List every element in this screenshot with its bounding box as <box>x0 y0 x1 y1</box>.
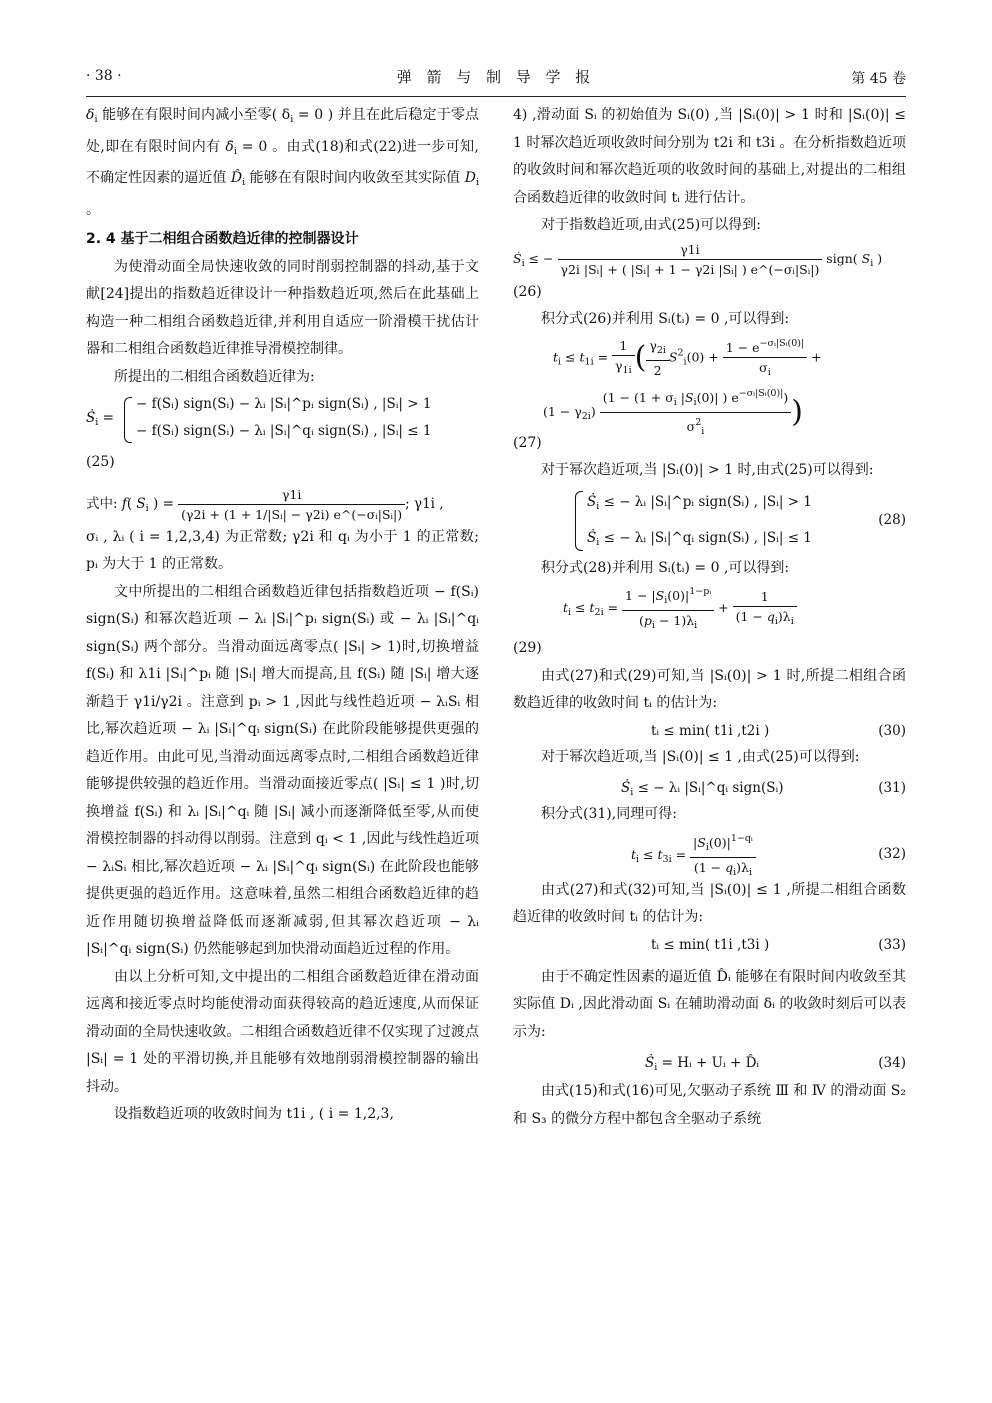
equation-29-number: (29) <box>513 640 542 656</box>
equation-30: tᵢ ≤ min( t1i ,t2i ) (30) <box>651 722 906 739</box>
paragraph-constants: σᵢ , λᵢ ( i = 1,2,3,4) 为正常数; γ2i 和 qᵢ 为小于 1 的正常数; pᵢ 为大于 1 的正常数。 <box>86 528 479 572</box>
paragraph-convergence-time: 设指数趋近项的收敛时间为 t1i , ( i = 1,2,3, <box>114 1106 394 1122</box>
journal-title: 弹 箭 与 制 导 学 报 <box>396 68 596 86</box>
equation-27-number: (27) <box>513 434 542 451</box>
paragraph-subsystems: 由式(15)和式(16)可见,欠驱动子系统 Ⅲ 和 Ⅳ 的滑动面 S₂ 和 S₃ 的微分方程中都包含全驱动子系统 <box>513 1083 906 1127</box>
paragraph-estimate-33: 由式(27)和式(32)可知,当 |Sᵢ(0)| ≤ 1 ,所提二相组合函数趋近律的收敛时间 tᵢ 的估计为: <box>513 881 906 925</box>
section-heading: 2. 4 基于二相组合函数趋近律的控制器设计 <box>86 231 359 247</box>
right-column <box>513 102 906 1133</box>
paragraph-integrate-31: 积分式(31),同理可得: <box>541 806 677 822</box>
paragraph-estimate-30: 由式(27)和式(29)可知,当 |Sᵢ(0)| > 1 时,所提二相组合函数趋近律的收敛时间 tᵢ 的估计为: <box>513 667 906 711</box>
paragraph-analysis: 文中所提出的二相组合函数趋近律包括指数趋近项 − f(Sᵢ) sign(Sᵢ) 和幂次趋近项 − λᵢ |Sᵢ|^pᵢ sign(Sᵢ) 或 − λᵢ |Sᵢ|^qᵢ sign(Sᵢ) 两个部分。当滑动面远离零点( |Sᵢ| > 1)时,切换增益 f(Sᵢ) 和 λ1i |Sᵢ|^pᵢ 随 |Sᵢ| 增大而提高,且 f(Sᵢ) 随 |Sᵢ| 增大逐渐趋于 γ1i/γ2i 。注意到 pᵢ > 1 ,因此与线性趋近项 − λᵢSᵢ 相比,幂次趋近项 − λᵢ |Sᵢ|^qᵢ sign(Sᵢ) 在此阶段能够提供更强的趋近作用。由此可见,当滑动面远离零点时,二相组合函数趋近律能够提供较强的趋近作用。当滑动面接近零点( |Sᵢ| ≤ 1 )时,切换增益 f(Sᵢ) 和 λᵢ |Sᵢ|^qᵢ 随 |Sᵢ| 减小而逐渐降低至零,从而使滑模控制器的抖动得以削弱。注意到 qᵢ < 1 ,因此与线性趋近项 − λᵢSᵢ 相比,幂次趋近项 − λᵢ |Sᵢ|^qᵢ sign(Sᵢ) 在此阶段也能够提供更强的趋近作用。这意味着,虽然二相组合函数趋近律的趋近作用随切换增益降低而逐渐减弱,但其幂次趋近项 − λᵢ |Sᵢ|^qᵢ sign(Sᵢ) 仍然能够起到加快滑动面趋近过程的作用。 <box>86 583 479 957</box>
paragraph-proposed-law: 所提出的二相组合函数趋近律为: <box>114 368 315 385</box>
equation-f-definition: 式中: f( $S_i$ ) = $\frac{\gamma 1i}{\text{(γ2i + (1 + 1/|Sᵢ| − γ2i) e\textasciicircum{}(−σᵢ|Sᵢ|)}}$ ; γ1i , <box>86 486 444 522</box>
header-rule <box>86 96 906 97</box>
left-column <box>86 102 479 1129</box>
paragraph-integrate-28: 积分式(28)并利用 Sᵢ(tᵢ) = 0 ,可以得到: <box>541 559 790 576</box>
equation-26-number: (26) <box>513 283 542 300</box>
equation-34: Ṡ$_i$ = Hᵢ + Uᵢ + D̂ᵢ (34) <box>645 1055 906 1073</box>
equation-31: Ṡ$_i$ ≤ − λᵢ |Sᵢ|^qᵢ sign(Sᵢ) (31) <box>621 780 906 798</box>
volume-label: 第 45 卷 <box>851 71 906 87</box>
paragraph-integrate-26: 积分式(26)并利用 Sᵢ(tᵢ) = 0 ,可以得到: <box>541 311 790 327</box>
equation-26: Ṡ$_i$ ≤ − $\frac{\gamma 1i}{\text{γ2i |Sᵢ| + ( |Sᵢ| + 1 − γ2i |Sᵢ| ) e\textasciicircum{}(−σᵢ|Sᵢ|)}}$ sign( $S_i$ ) <box>513 241 883 277</box>
paragraph-initial-value: 4) ,滑动面 Sᵢ 的初始值为 Sᵢ(0) ,当 |Sᵢ(0)| > 1 时和 |Sᵢ(0)| ≤ 1 时幂次趋近项收敛时间分别为 t2i 和 t3i 。在分析指数趋近项的收敛时间和幂次趋近项的收敛时间的基础上,对提出的二相组合函数趋近律的收敛时间 tᵢ 进行估计。 <box>513 107 906 206</box>
paragraph-intro: 为使滑动面全局快速收敛的同时削弱控制器的抖动,基于文献[24]提出的指数趋近律设计一种指数趋近项,然后在此基础上构造一种二相组合函数趋近律,并利用自适应一阶滑模干扰估计器和二相组合函数趋近律推导滑模控制律。 <box>86 258 479 357</box>
paragraph-power-small: 对于幂次趋近项,当 |Sᵢ(0)| ≤ 1 ,由式(25)可以得到: <box>541 748 860 765</box>
equation-28: Ṡ$_i$ ≤ − λᵢ |Sᵢ|^pᵢ sign(Sᵢ) , |Sᵢ| > 1 Ṡ$_i$ ≤ − λᵢ |Sᵢ|^qᵢ sign(Sᵢ) , |Sᵢ| ≤ 1 (28) <box>513 485 906 555</box>
paragraph-continuation: $\delta_i$ 能够在有限时间内减小至零( $\delta_i = 0$ ) 并且在此后稳定于零点处,即在有限时间内有 $\deltȧ_i = 0$ 。由式(18)和式(22)进一步可知,不确定性因素的逼近值 $D̂_i$ 能够在有限时间内收敛至其实际值 $D_i$ 。 <box>86 107 479 218</box>
paragraph-exp-term: 对于指数趋近项,由式(25)可以得到: <box>541 217 761 233</box>
running-header <box>86 62 906 90</box>
equation-33: tᵢ ≤ min( t1i ,t3i ) (33) <box>651 936 906 953</box>
equation-29: $t_i \le t_{2i}$ = $\frac{1 - |S_i(0)|^{1-pᵢ}}{(p_i - 1)\lambda_i}$ + $\frac{1}{(1 - q_i)\lambda_i}$ <box>513 582 906 635</box>
equation-25: Ṡ$_i$ = − f(Sᵢ) sign(Sᵢ) − λᵢ |Sᵢ|^pᵢ sign(Sᵢ) , |Sᵢ| > 1 − f(Sᵢ) sign(Sᵢ) − λᵢ |Sᵢ|^qᵢ sign(Sᵢ) , |Sᵢ| ≤ 1 <box>86 391 479 449</box>
equation-32: $t_i \le t_{3i}$ = $\frac{|S_i(0)|^{1-qᵢ}}{(1 - q_i)\lambda_i}$ (32) <box>513 829 906 877</box>
paragraph-uncertainty: 由于不确定性因素的逼近值 D̂ᵢ 能够在有限时间内收敛至其实际值 Dᵢ ,因此滑动面 Sᵢ 在辅助滑动面 δᵢ 的收敛时刻后可以表示为: <box>513 968 906 1040</box>
page-number: · 38 · <box>86 68 122 84</box>
paragraph-power-term: 对于幂次趋近项,当 |Sᵢ(0)| > 1 时,由式(25)可以得到: <box>541 462 874 478</box>
equation-27: $t_i \le t_{1i}$ = $\frac{1}{\gamma_{1i}}$ ( $\frac{\gamma_{2i}}{2}$ $S^2_i(0)$ + $\frac{1 - e^{-\sigma ᵢ|Sᵢ(0)|}}{\sigma_i}$ + $(1 - \gamma_{2i})$ $\frac{(1 - (1 + \sigma_i |S_i(0)| ) e^{-\sigma ᵢ|Sᵢ(0)|})}{\sigma^2_i}$ ) <box>513 334 906 430</box>
paragraph-summary: 由以上分析可知,文中提出的二相组合函数趋近律在滑动面远离和接近零点时均能使滑动面获得较高的趋近速度,从而保证滑动面的全局快速收敛。二相组合函数趋近律不仅实现了过渡点 |Sᵢ| = 1 处的平滑切换,并且能够有效地削弱滑模控制器的输出抖动。 <box>86 968 479 1095</box>
equation-25-number: (25) <box>86 454 115 470</box>
